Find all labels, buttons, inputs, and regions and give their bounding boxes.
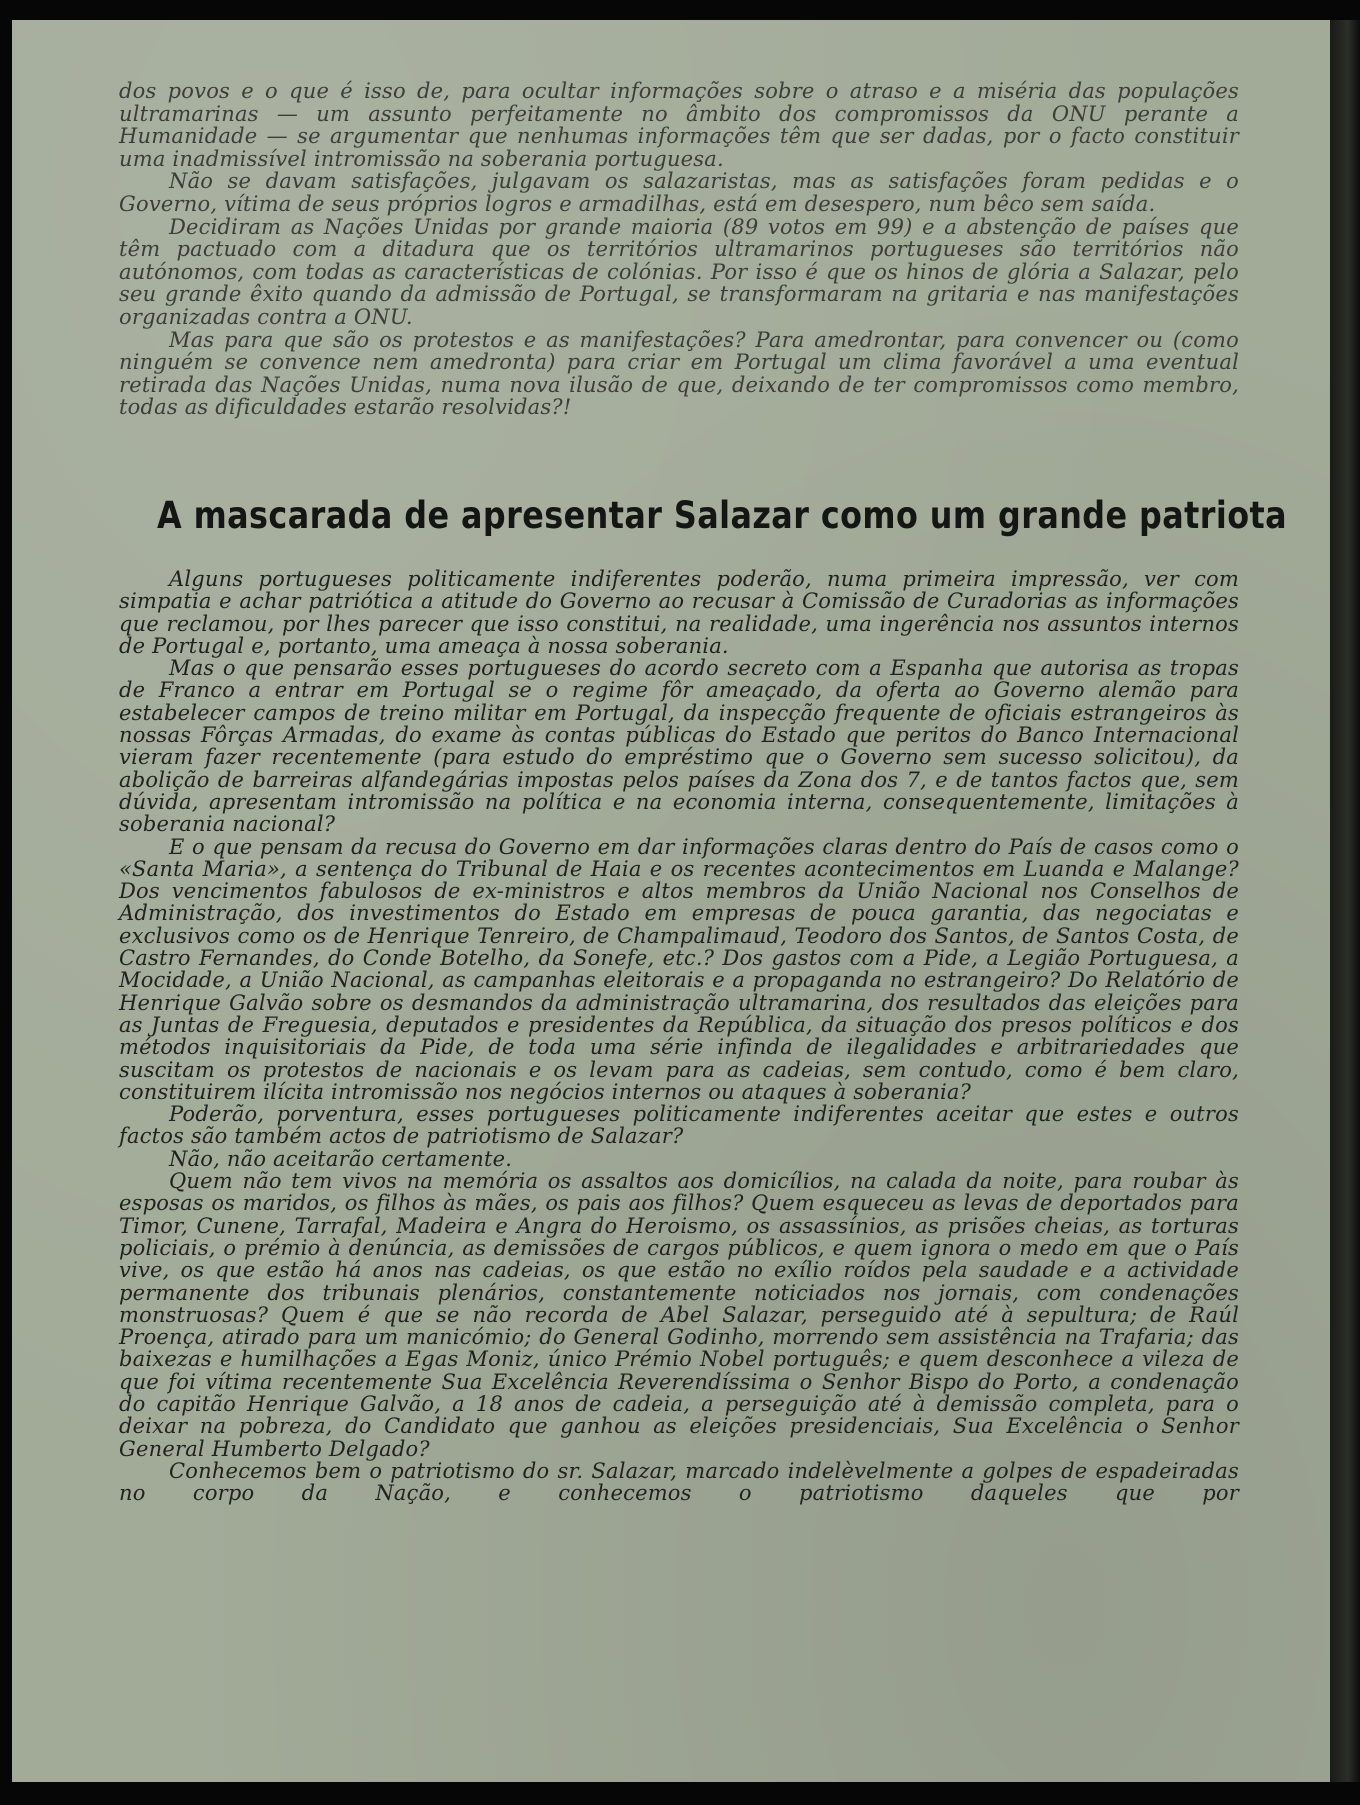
- paragraph: [119, 1170, 1239, 1460]
- paragraph: [119, 836, 1239, 1104]
- paragraph-text: Quem não tem vivos na memória os assaltos aos domicílios, na calada da noite, para roubar às esposas os maridos, os filhos às mães, os pais aos filhos? Quem esqueceu as levas de deportados para Timor, Cunene, Tarrafal, Madeira e Angra do Heroismo, os assassínios, as prisões cheias, as torturas policiais, o prémio à denúncia, as demissões de cargos públicos, e quem ignora o medo em que o País vive, os que estão há anos nas cadeias, os que estão no exílio roídos pela saudade e a actividade permanente dos tribunais plenários, constantemente noticiados nos jornais, com condenações monstruosas? Quem é que se não recorda de Abel Salazar, perseguido até à sepultura; de Raúl Proença, atirado para um manicómio; do General Godinho, morrendo sem assistência na Trafaria; das baixezas e humilhações a Egas Moniz, único Prémio Nobel português; e quem desconhece a vileza de que foi vítima recentemente Sua Excelência Reverendíssima o Senhor Bispo do Porto, a condenação do capitão Henrique Galvão, a 18 anos de cadeia, a perseguição até à demissão completa, para o deixar na pobreza, do Candidato que ganhou as eleições presidenciais, Sua Excelência o Senhor General Humberto Delgado?: [119, 1169, 1239, 1461]
- top-text-block: [119, 80, 1239, 419]
- paragraph: [119, 170, 1239, 215]
- paragraph-text: Não, não aceitarão certamente.: [169, 1146, 513, 1171]
- paragraph: [119, 216, 1239, 329]
- paragraph: [119, 1103, 1239, 1148]
- paragraph: [119, 657, 1239, 835]
- paragraph: dos povos e o que é isso de, para ocultar informações sobre o atraso e a miséria das populações ultramarinas — um assunto perfeitamente no âmbito dos compromissos da ONU perante a Humanidade — se argumentar que nenhumas informações têm que ser dadas, por o facto constituir uma inadmissível intromissão na soberania portuguesa.: [119, 79, 1239, 171]
- paragraph: [119, 1148, 1239, 1170]
- paragraph: [119, 1460, 1239, 1505]
- paragraph: [119, 568, 1239, 657]
- page-edge-shadow: [1330, 20, 1360, 1782]
- paragraph-text: Alguns portugueses politicamente indiferentes poderão, numa primeira impressão, ver com simpatia e achar patriótica a atitude do Governo ao recusar à Comissão de Curadorias as informações que reclamou, por lhes parecer que isso constitui, na realidade, uma ingerência nos assuntos internos de Portugal e, portanto, uma ameaça à nossa soberania.: [119, 567, 1239, 658]
- paragraph-text: Mas para que são os protestos e as manifestações? Para amedrontar, para convencer ou (como ninguém se convence nem amedronta) para criar em Portugal um clima favorável a uma eventual retirada das Nações Unidas, numa nova ilusão de que, deixando de ter compromissos como membro, todas as dificuldades estarão resolvidas?!: [119, 327, 1239, 420]
- paragraph-text: Não se davam satisfações, julgavam os salazaristas, mas as satisfações foram pedidas e o Governo, vítima de seus próprios logros e armadilhas, está em desespero, num bêco sem saída.: [119, 169, 1239, 216]
- paragraph-text: Conhecemos bem o patriotismo do sr. Salazar, marcado indelèvelmente a golpes de espadeiradas no corpo da Nação, e conhecemos o patriotismo daqueles que por: [119, 1458, 1239, 1506]
- paragraph-text: E o que pensam da recusa do Governo em dar informações claras dentro do País de casos como o «Santa Maria», a sentença do Tribunal de Haia e os recentes acontecimentos em Luanda e Malange? Dos vencimentos fabulosos de ex-ministros e altos membros da União Nacional nos Conselhos de Administração, dos investimentos do Estado em empresas de pouca garantia, das negociatas e exclusivos como os de Henrique Tenreiro, de Champalimaud, Teodoro dos Santos, de Santos Costa, de Castro Fernandes, do Conde Botelho, da Sonefe, etc.? Dos gastos com a Pide, a Legião Portuguesa, a Mocidade, a União Nacional, as campanhas eleitorais e a propaganda no estrangeiro? Do Relatório de Henrique Galvão sobre os desmandos da administração ultramarina, dos resultados das eleições para as Juntas de Freguesia, deputados e presidentes da República, da situação dos presos políticos e dos métodos inquisitoriais da Pide, de toda uma série infinda de ilegalidades e arbitrariedades que suscitam os protestos de nacionais e os levam para as cadeias, sem contudo, como é bem claro, constituirem ilícita intromissão nos negócios internos ou ataques à soberania?: [119, 834, 1239, 1104]
- paragraph-text: Decidiram as Nações Unidas por grande maioria (89 votos em 99) e a abstenção de países que têm pactuado com a ditadura que os territórios ultramarinos portugueses são territórios não autónomos, com todas as características de colónias. Por isso é que os hinos de glória a Salazar, pelo seu grande êxito quando da admissão de Portugal, se transformaram na gritaria e nas manifestações organizadas contra a ONU.: [119, 214, 1239, 329]
- paragraph-text: Mas o que pensarão esses portugueses do acordo secreto com a Espanha que autorisa as tropas de Franco a entrar em Portugal se o regime fôr ameaçado, da oferta ao Governo alemão para estabelecer campos de treino militar em Portugal, da inspecção frequente de oficiais estrangeiros às nossas Fôrças Armadas, do exame às contas públicas do Estado que peritos do Banco Internacional vieram fazer recentemente (para estudo do empréstimo que o Governo sem sucesso solicitou), da abolição de barreiras alfandegárias impostas pelos países da Zona dos 7, e de tantos factos que, sem dúvida, apresentam intromissão na política e na economia interna, consequentemente, limitações à soberania nacional?: [119, 656, 1239, 837]
- scanned-page: [12, 20, 1330, 1782]
- article-headline: A mascarada de apresentar Salazar como um grande patriota: [157, 494, 1288, 537]
- paragraph-text: Poderão, porventura, esses portugueses politicamente indiferentes aceitar que estes e outros factos são também actos de patriotismo de Salazar?: [119, 1102, 1239, 1149]
- article-body: [119, 568, 1239, 1504]
- paragraph: [119, 329, 1239, 419]
